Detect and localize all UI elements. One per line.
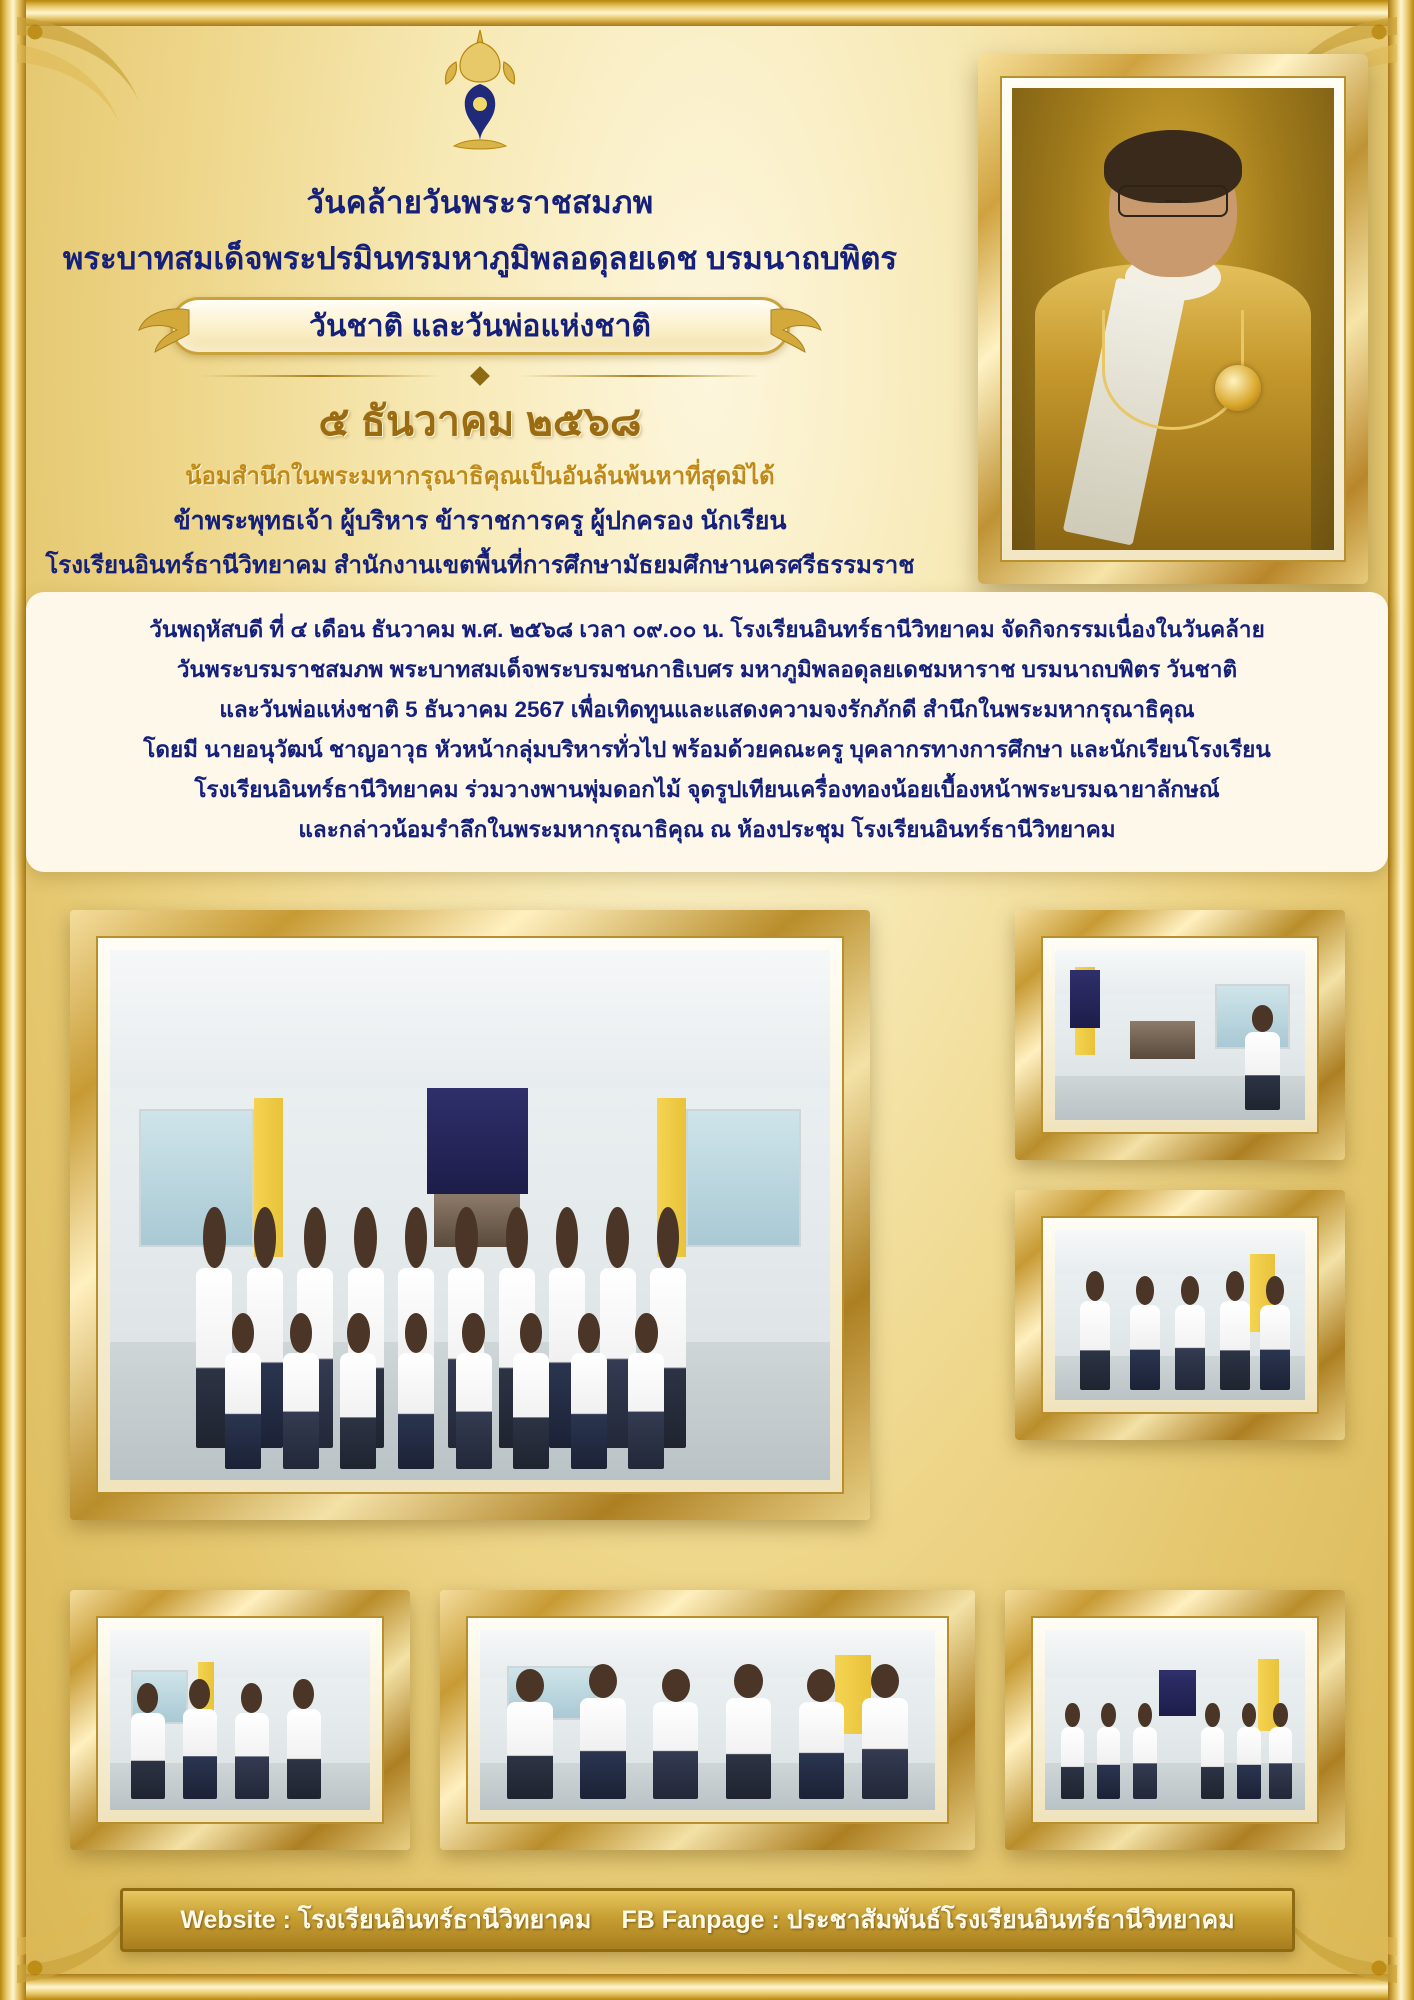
ornamental-divider (200, 369, 760, 383)
photo-students-hands (110, 1630, 370, 1810)
photo-frame-ceremony-speech (1015, 910, 1345, 1160)
photo-frame-students-standing (440, 1590, 975, 1850)
ribbon-wing-icon (137, 304, 191, 354)
description-line: วันพฤหัสบดี ที่ ๔ เดือน ธันวาคม พ.ศ. ๒๕๖๘ เวลา ๐๙.๐๐ น. โรงเรียนอินทร์ธานีวิทยาคม จัดกิจกรรมเนื่องในวันคล้าย (149, 617, 1265, 642)
footer-bar (120, 1888, 1295, 1952)
description-line: และกล่าวน้อมรำลึกในพระมหากรุณาธิคุณ ณ ห้องประชุม โรงเรียนอินทร์ธานีวิทยาคม (298, 816, 1116, 842)
description-line: โดยมี นายอนุวัฒน์ ชาญอาวุธ หัวหน้ากลุ่มบริหารทั่วไป พร้อมด้วยคณะครู บุคลากรทางการศึกษา และนักเรียนโรงเรียน (143, 736, 1271, 762)
royal-portrait-frame (978, 54, 1368, 584)
photo-hall-wide (1045, 1630, 1305, 1810)
border-right (1388, 0, 1414, 2000)
event-description-panel (26, 592, 1388, 872)
description-line: โรงเรียนอินทร์ธานีวิทยาคม ร่วมวางพานพุ่มดอกไม้ จุดรูปเทียนเครื่องทองน้อยเบื้องหน้าพระบรมฉายาลักษณ์ (194, 776, 1220, 802)
photo-frame-staff-line (1015, 1190, 1345, 1440)
description-line: วันพระบรมราชสมภพ พระบาทสมเด็จพระบรมชนกาธิเบศร มหาภูมิพลอดุลยเดชมหาราช บรมนาถบพิตร วันชาติ (176, 656, 1238, 682)
footer-website-label[interactable]: Website : โรงเรียนอินทร์ธานีวิทยาคม (180, 1906, 592, 1934)
photo-group-assembly (110, 950, 830, 1480)
portrait-mat (1000, 76, 1346, 562)
homage-line: น้อมสำนึกในพระมหากรุณาธิคุณเป็นอันล้นพ้นหาที่สุดมิได้ (185, 463, 775, 490)
royal-portrait-image (1012, 88, 1334, 550)
footer-fanpage-label[interactable]: FB Fanpage : ประชาสัมพันธ์โรงเรียนอินทร์ธานีวิทยาคม (621, 1906, 1235, 1934)
photo-frame-students-hands (70, 1590, 410, 1850)
photo-gallery (60, 900, 1355, 1910)
ribbon-label: วันชาติ และวันพ่อแห่งชาติ (309, 309, 651, 343)
ribbon-banner (170, 297, 790, 355)
description-line: และวันพ่อแห่งชาติ 5 ธันวาคม 2567 เพื่อเทิดทูนและแสดงความจงรักภักดี สำนึกในพระมหากรุณาธิคุณ (219, 696, 1195, 722)
school-line: โรงเรียนอินทร์ธานีวิทยาคม สำนักงานเขตพื้นที่การศึกษามัธยมศึกษานครศรีธรรมราช (45, 552, 915, 579)
participants-line: ข้าพระพุทธเจ้า ผู้บริหาร ข้าราชการครู ผู้ปกครอง นักเรียน (173, 507, 787, 535)
photo-frame-hall-wide (1005, 1590, 1345, 1850)
photo-staff-line (1055, 1230, 1305, 1400)
photo-ceremony-speech (1055, 950, 1305, 1120)
poster-header (30, 20, 930, 584)
photo-frame-group-assembly (70, 910, 870, 1520)
ribbon-wing-icon (769, 304, 823, 354)
event-date: ๕ ธันวาคม ๒๕๖๘ (318, 398, 642, 444)
border-bottom (0, 1974, 1414, 2000)
page-title-line-1: วันคล้ายวันพระราชสมภพ (306, 185, 654, 220)
photo-students-standing (480, 1630, 935, 1810)
royal-emblem-icon (420, 26, 540, 166)
page-title-line-2: พระบาทสมเด็จพระปรมินทรมหาภูมิพลอดุลยเดช บรมนาถบพิตร (62, 241, 898, 276)
border-left (0, 0, 26, 2000)
